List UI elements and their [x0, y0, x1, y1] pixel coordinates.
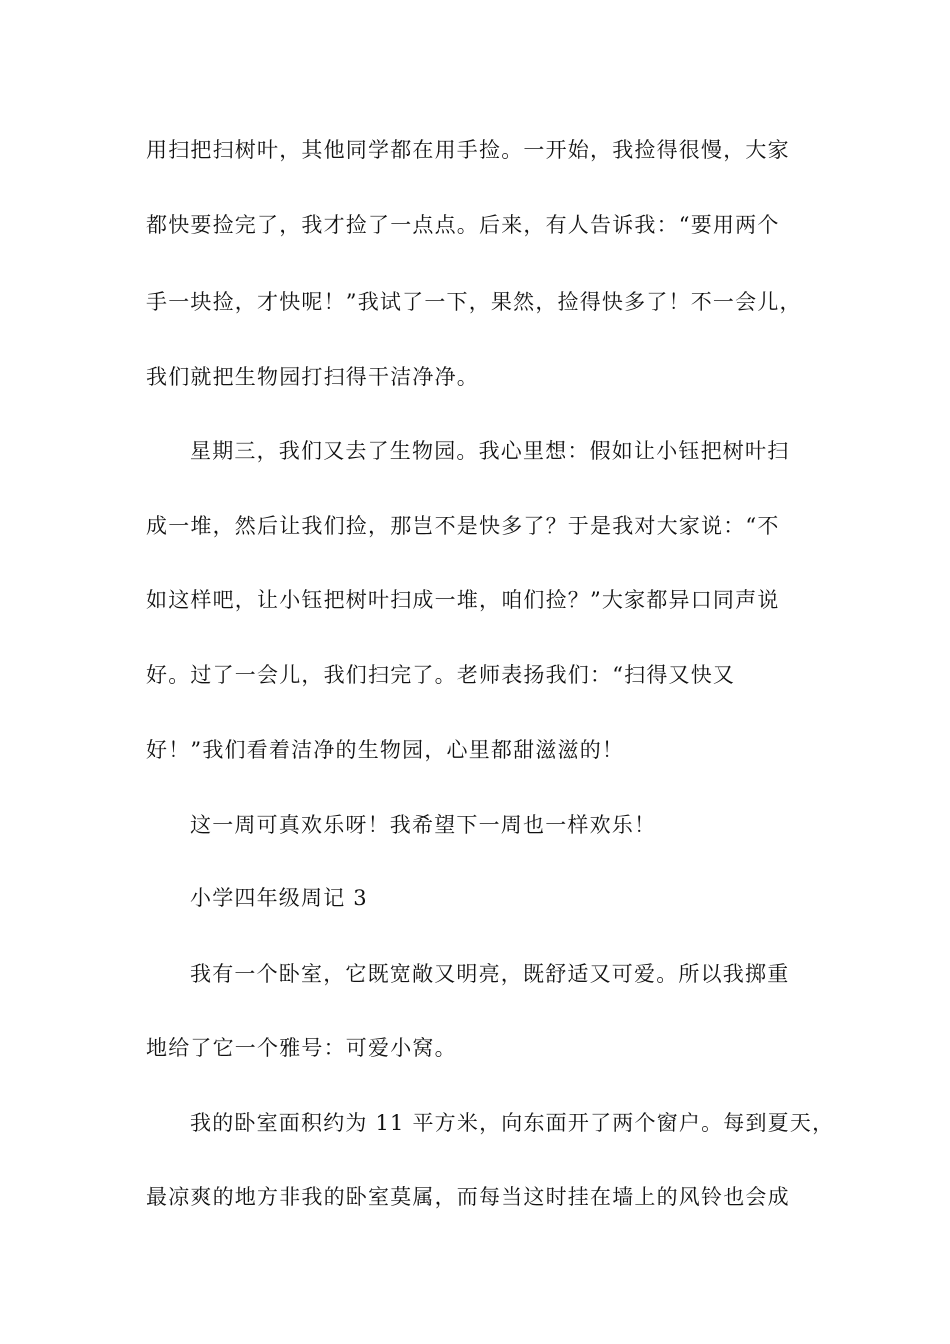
section-heading: 小学四年级周记 3: [190, 886, 368, 910]
text-line-13: 地给了它一个雅号：可爱小窝。: [146, 1036, 457, 1060]
text-line-4: 我们就把生物园打扫得干洁净净。: [146, 365, 479, 389]
text-line-10: 这一周可真欢乐呀！我希望下一周也一样欢乐！: [190, 813, 657, 837]
text-line-15: 最凉爽的地方非我的卧室莫属，而每当这时挂在墙上的风铃也会成: [146, 1185, 790, 1209]
text-line-3: 手一块捡，才快呢！”我试了一下，果然，捡得快多了！不一会儿，: [146, 290, 802, 314]
text-line-1: 用扫把扫树叶，其他同学都在用手捡。一开始，我捡得很慢，大家: [146, 138, 790, 162]
text-line-7: 如这样吧，让小钰把树叶扫成一堆，咱们捡？”大家都异口同声说: [146, 588, 780, 612]
text-line-12: 我有一个卧室，它既宽敞又明亮，既舒适又可爱。所以我掷重: [190, 962, 790, 986]
text-line-14: 我的卧室面积约为 11 平方米，向东面开了两个窗户。每到夏天，: [190, 1111, 835, 1135]
text-line-2: 都快要捡完了，我才捡了一点点。后来，有人告诉我：“要用两个: [146, 213, 780, 237]
text-line-8: 好。过了一会儿，我们扫完了。老师表扬我们：“扫得又快又: [146, 663, 736, 687]
text-line-9: 好！”我们看着洁净的生物园，心里都甜滋滋的！: [146, 738, 625, 762]
text-line-6: 成一堆，然后让我们捡，那岂不是快多了？于是我对大家说：“不: [146, 514, 780, 538]
text-line-5: 星期三，我们又去了生物园。我心里想：假如让小钰把树叶扫: [190, 439, 790, 463]
